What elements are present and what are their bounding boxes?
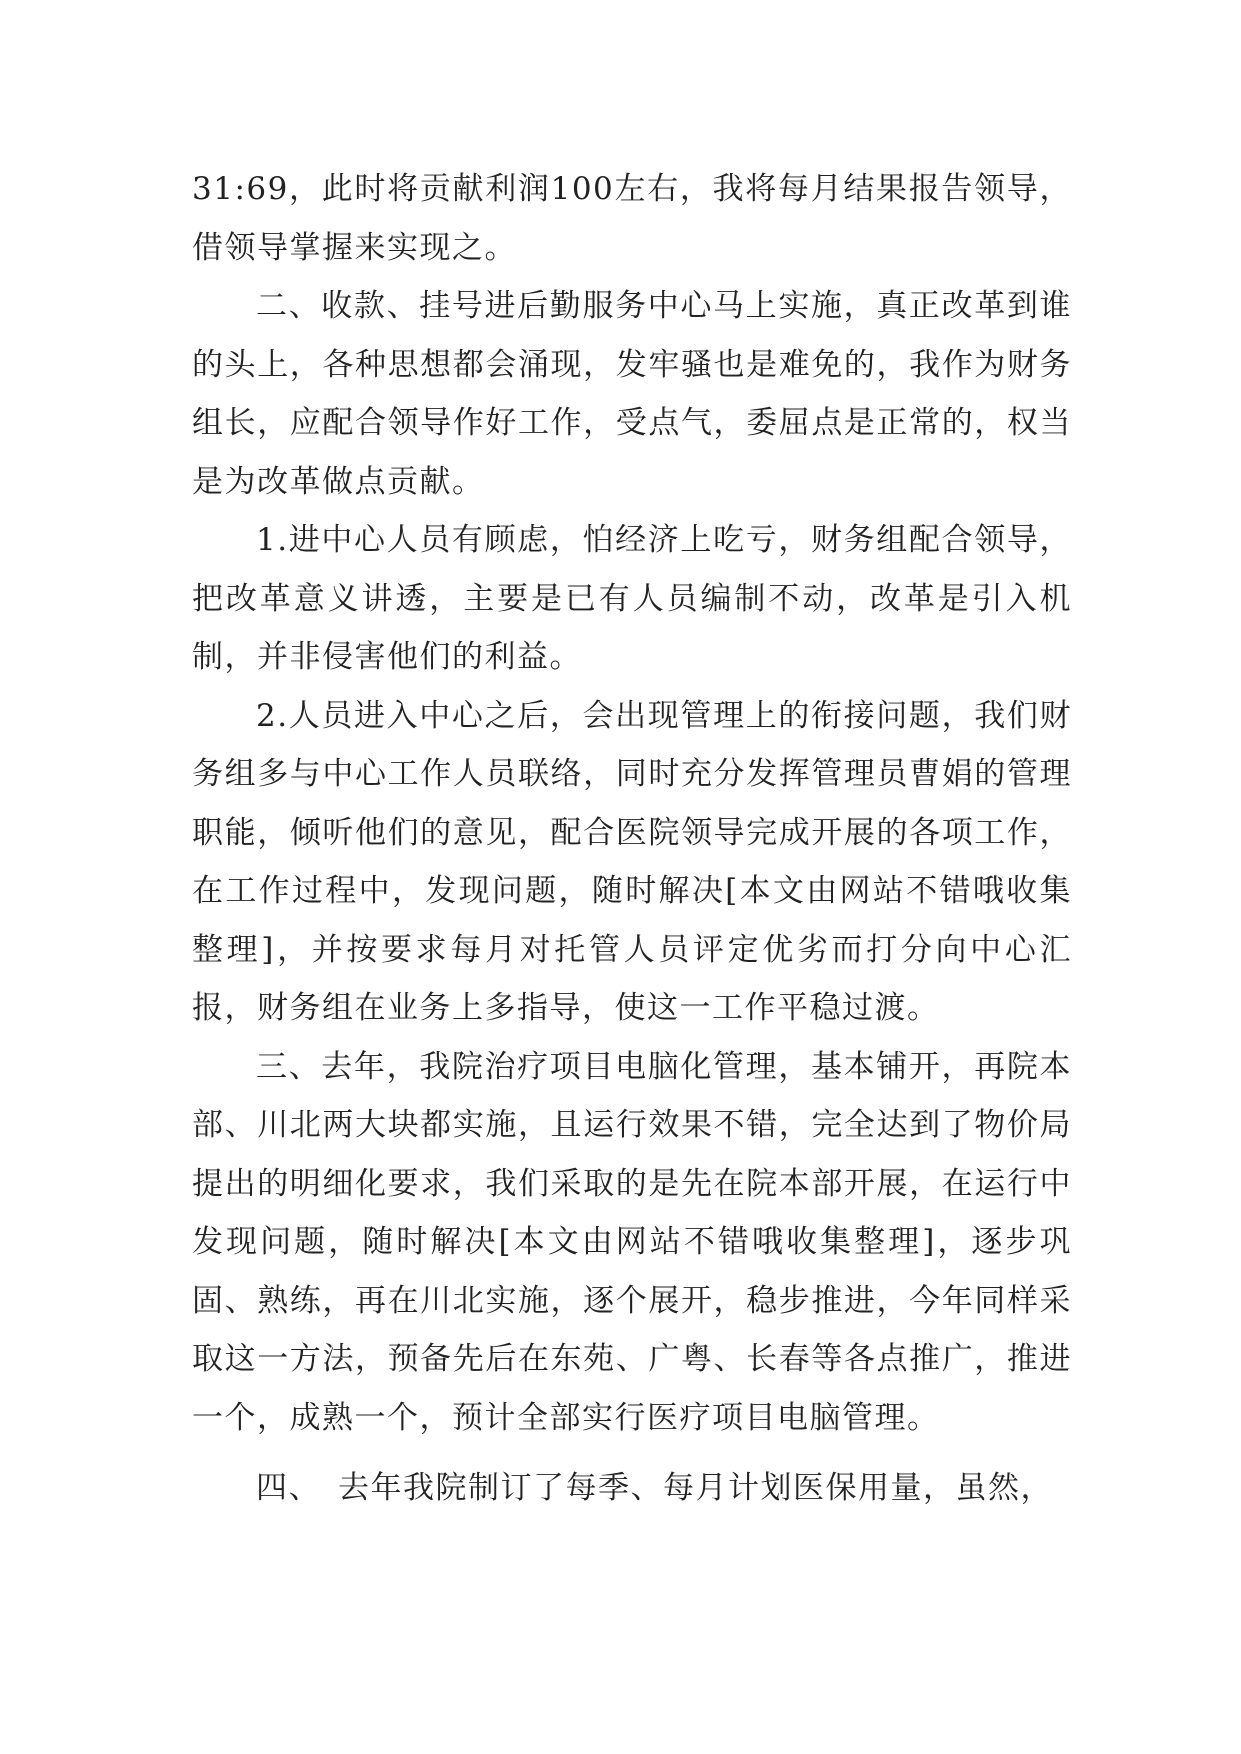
paragraph-item-one: 1.进中心人员有顾虑，怕经济上吃亏，财务组配合领导，把改革意义讲透，主要是已有人员编制不动，改革是引入机制，并非侵害他们的利益。 (192, 522, 1072, 675)
paragraph-section-three: 三、去年，我院治疗项目电脑化管理，基本铺开，再院本部、川北两大块都实施，且运行效果不错，完全达到了物价局提出的明细化要求，我们采取的是先在院本部开展，在运行中发现问题，随时解决[本文由网站不错哦收集整理]，逐步巩固、熟练，再在川北实施，逐个展开，稳步推进，今年同样采取这一方法，预备先后在东苑、广粤、长春等各点推广，推进一个，成熟一个，预计全部实行医疗项目电脑管理。 (192, 1048, 1072, 1436)
document-body (192, 160, 1072, 1518)
paragraph-section-four: 四、 去年我院制订了每季、每月计划医保用量，虽然， (256, 1470, 1053, 1506)
paragraph-item-two: 2.人员进入中心之后，会出现管理上的衔接问题，我们财务组多与中心工作人员联络，同时充分发挥管理员曹娟的管理职能，倾听他们的意见，配合医院领导完成开展的各项工作，在工作过程中，发现问题，随时解决[本文由网站不错哦收集整理]，并按要求每月对托管人员评定优劣而打分向中心汇报，财务组在业务上多指导，使这一工作平稳过渡。 (192, 697, 1072, 1026)
paragraph-profit-report: 31:69，此时将贡献利润100左右，我将每月结果报告领导，借领导掌握来实现之。 (192, 171, 1072, 266)
paragraph-section-two: 二、收款、挂号进后勤服务中心马上实施，真正改革到谁的头上，各种思想都会涌现，发牢骚也是难免的，我作为财务组长，应配合领导作好工作，受点气，委屈点是正常的，权当是为改革做点贡献。 (192, 288, 1072, 500)
